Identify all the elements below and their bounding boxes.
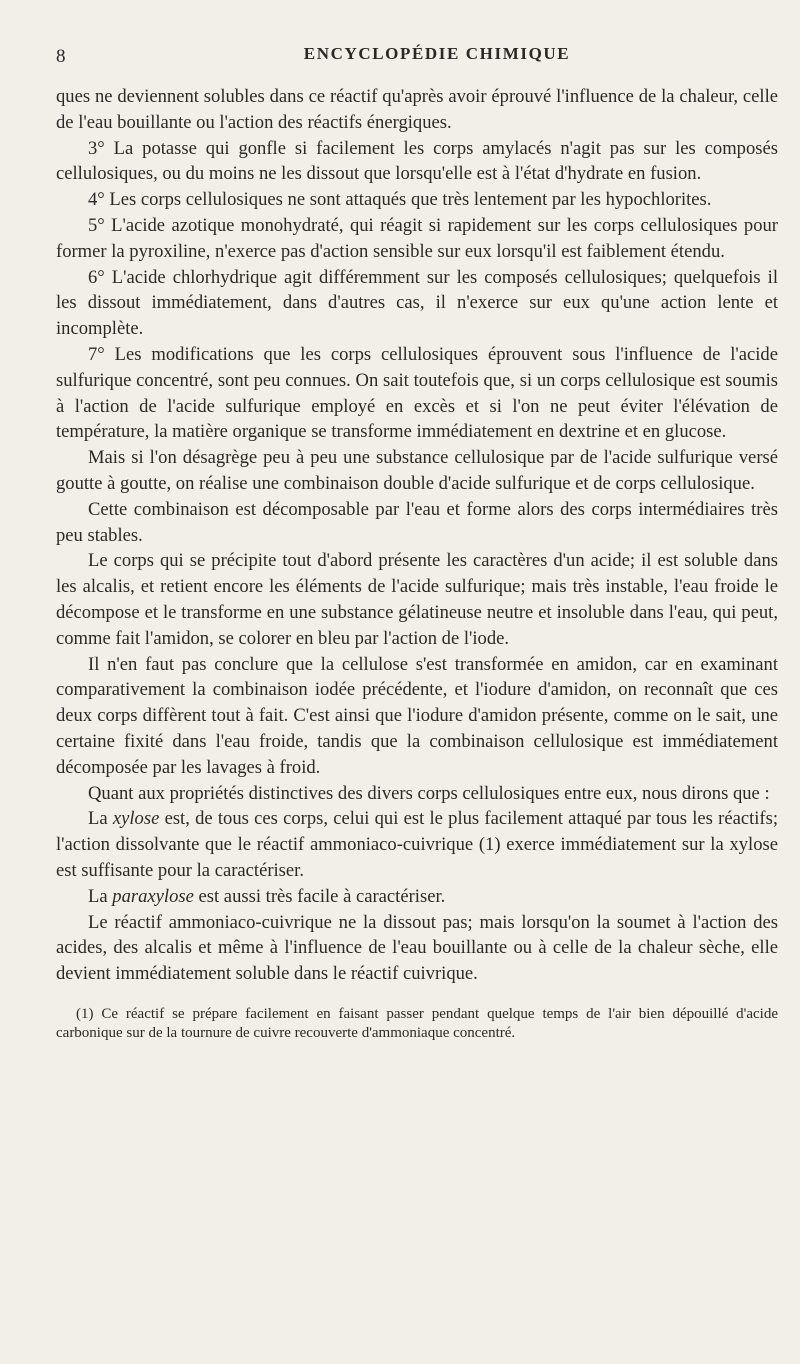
paragraph: 5° L'acide azotique monohydraté, qui réagit si rapidement sur les corps cellulosiques pour former la pyroxiline, n'exerce pas d'action sensible sur eux lorsqu'il est faiblement étendu. xyxy=(56,214,778,262)
paragraph-rest: est, de tous ces corps, celui qui est le plus facilement attaqué par tous les réactifs; l'action dissolvante que le réactif ammoniaco-cuivrique (1) exerce immédiatement sur la xylose est suffisante pour la caractériser. xyxy=(56,808,779,881)
paragraph-prefix: La xyxy=(88,808,113,830)
page-header xyxy=(56,44,778,72)
paragraph: 7° Les modifications que les corps cellulosiques éprouvent sous l'influence de l'acide sulfurique concentré, sont peu connues. On sait toutefois que, si un corps cellulosique est soumis à l'action de l'acide sulfurique employé en excès et si l'on ne peut éviter l'élévation de température, la matière organique se transforme immédiatement en dextrine et en glucose. xyxy=(56,343,778,443)
paragraph-xylose xyxy=(56,806,778,883)
page-number: 8 xyxy=(56,46,66,67)
paragraph: Mais si l'on désagrège peu à peu une substance cellulosique par de l'acide sulfurique versé goutte à goutte, on réalise une combinaison double d'acide sulfurique et de corps cellulosique. xyxy=(56,447,778,494)
running-title: ENCYCLOPÉDIE CHIMIQUE xyxy=(303,44,571,63)
paragraph: 3° La potasse qui gonfle si facilement les corps amylacés n'agit pas sur les composés cellulosiques, ou du moins ne les dissout que lorsqu'elle est à l'état d'hydrate en fusion. xyxy=(56,137,778,185)
footnote: (1) Ce réactif se prépare facilement en faisant passer pendant quelque temps de l'air bien dépouillé d'acide carbonique sur de la tournure de cuivre recouverte d'ammoniaque concentré. xyxy=(56,1005,778,1041)
paragraph: ques ne deviennent solubles dans ce réactif qu'après avoir éprouvé l'influence de la chaleur, celle de l'eau bouillante ou l'action des réactifs énergiques. xyxy=(56,86,778,133)
body-text xyxy=(56,84,778,987)
paragraph: Le réactif ammoniaco-cuivrique ne la dissout pas; mais lorsqu'on la soumet à l'action des acides, des alcalis et même à l'influence de l'eau bouillante ou à celle de la chaleur sèche, elle devient immédiatement soluble dans le réactif cuivrique. xyxy=(56,911,778,985)
paragraph: Le corps qui se précipite tout d'abord présente les caractères d'un acide; il est soluble dans les alcalis, et retient encore les éléments de l'acide sulfurique; mais très instable, l'eau froide le décompose et le transforme en une substance gélatineuse neutre et insoluble dans l'eau, qui peut, comme fait l'amidon, se colorer en bleu par l'action de l'iode. xyxy=(56,550,778,649)
paragraph: 6° L'acide chlorhydrique agit différemment sur les composés cellulosiques; quelquefois il les dissout immédiatement, dans d'autres cas, il n'exerce sur eux qu'une action lente et incomplète. xyxy=(56,266,778,340)
paragraph: Cette combinaison est décomposable par l'eau et forme alors des corps intermédiaires très peu stables. xyxy=(56,498,778,546)
paragraph-rest: est aussi très facile à caractériser. xyxy=(193,885,446,907)
term-xylose: xylose xyxy=(112,808,160,830)
paragraph: Quant aux propriétés distinctives des divers corps cellulosiques entre eux, nous dirons que : xyxy=(88,782,770,804)
term-paraxylose: paraxylose xyxy=(112,885,194,907)
paragraph-prefix: La xyxy=(88,885,113,907)
paragraph: Il n'en faut pas conclure que la cellulose s'est transformée en amidon, car en examinant comparativement la combinaison iodée précédente, et l'iodure d'amidon, on reconnaît que ces deux corps diffèrent tout à fait. C'est ainsi que l'iodure d'amidon présente, comme on le sait, une certaine fixité dans l'eau froide, tandis que la combinaison cellulosique est immédiatement décomposée par les lavages à froid. xyxy=(56,653,778,778)
paragraph-paraxylose xyxy=(56,884,778,910)
paragraph: 4° Les corps cellulosiques ne sont attaqués que très lentement par les hypochlorites. xyxy=(88,189,712,211)
